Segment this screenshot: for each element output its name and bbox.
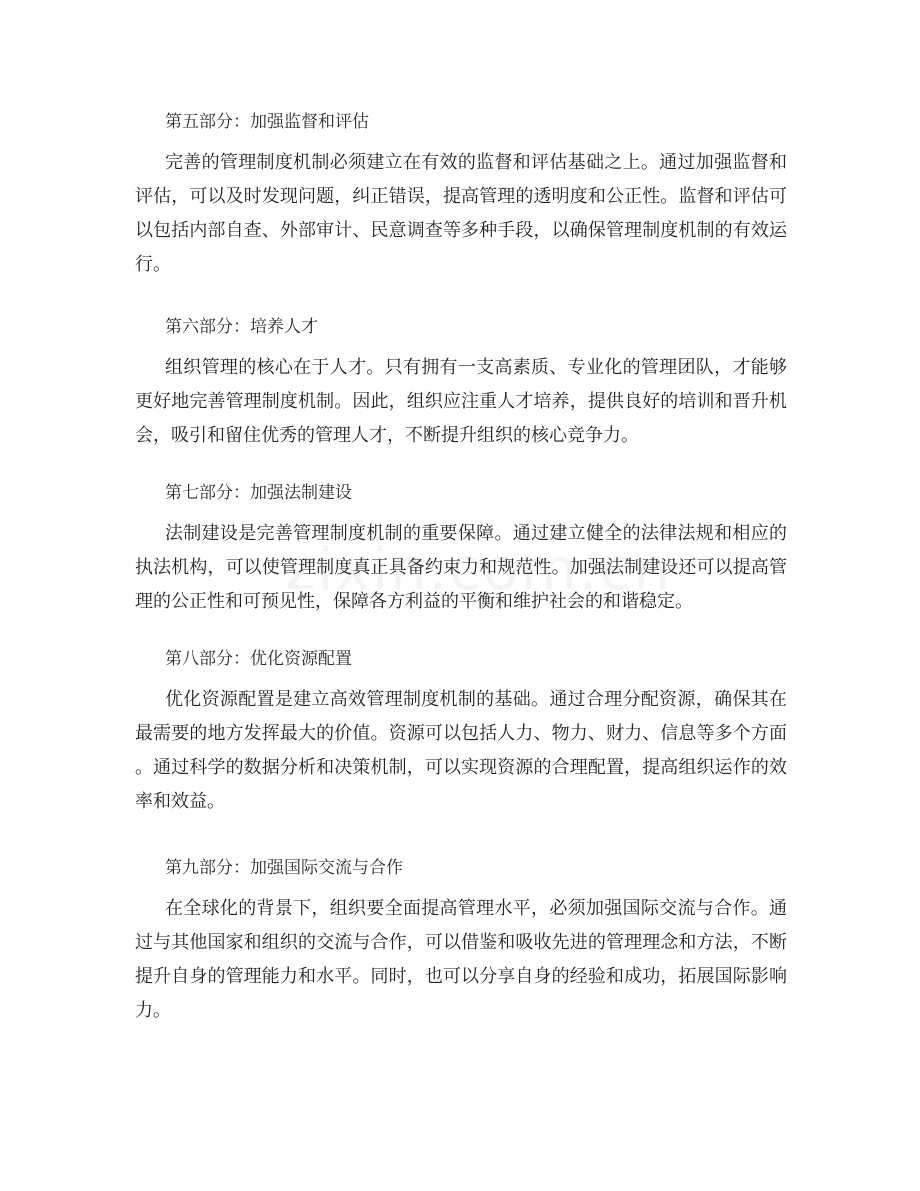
section-9 xyxy=(135,851,787,1028)
section-paragraph xyxy=(135,683,787,819)
paragraph-line: 理的公正性和可预见性，保障各方利益的平衡和维护社会的和谐稳定。 xyxy=(135,591,693,612)
section-5 xyxy=(135,105,787,282)
paragraph-line: 完善的管理制度机制必须建立在有效的监督和评估基础之上。通过加强监督和 xyxy=(165,152,787,173)
section-paragraph xyxy=(135,146,787,282)
section-8 xyxy=(135,642,787,819)
paragraph-line: 最需要的地方发挥最大的价值。资源可以包括人力、物力、财力、信息等多个方面 xyxy=(135,723,787,744)
paragraph-line: 以包括内部自查、外部审计、民意调查等多种手段，以确保管理制度机制的有效运 xyxy=(135,220,787,241)
document-page xyxy=(135,105,787,1028)
section-heading: 第八部分：优化资源配置 xyxy=(165,649,352,669)
section-6 xyxy=(135,310,787,453)
paragraph-line: 组织管理的核心在于人才。只有拥有一支高素质、专业化的管理团队，才能够 xyxy=(165,357,787,378)
paragraph-line: 更好地完善管理制度机制。因此，组织应注重人才培养，提供良好的培训和晋升机 xyxy=(135,391,787,412)
section-paragraph xyxy=(135,892,787,1028)
paragraph-line: 行。 xyxy=(135,254,171,275)
section-heading: 第七部分：加强法制建设 xyxy=(165,483,352,503)
paragraph-line: 在全球化的背景下，组织要全面提高管理水平，必须加强国际交流与合作。通 xyxy=(165,898,787,919)
paragraph-line: 提升自身的管理能力和水平。同时，也可以分享自身的经验和成功，拓展国际影响 xyxy=(135,966,787,987)
paragraph-line: 力。 xyxy=(135,1000,171,1021)
section-7 xyxy=(135,476,787,619)
paragraph-line: 。通过科学的数据分析和决策机制，可以实现资源的合理配置，提高组织运作的效 xyxy=(135,757,787,778)
paragraph-line: 执法机构，可以使管理制度真正具备约束力和规范性。加强法制建设还可以提高管 xyxy=(135,557,787,578)
paragraph-line: 法制建设是完善管理制度机制的重要保障。通过建立健全的法律法规和相应的 xyxy=(165,523,787,544)
paragraph-line: 会，吸引和留住优秀的管理人才，不断提升组织的核心竞争力。 xyxy=(135,425,639,446)
paragraph-line: 优化资源配置是建立高效管理制度机制的基础。通过合理分配资源，确保其在 xyxy=(165,689,787,710)
paragraph-line: 过与其他国家和组织的交流与合作，可以借鉴和吸收先进的管理理念和方法，不断 xyxy=(135,932,787,953)
paragraph-line: 评估，可以及时发现问题，纠正错误，提高管理的透明度和公正性。监督和评估可 xyxy=(135,186,787,207)
section-heading: 第九部分：加强国际交流与合作 xyxy=(165,858,403,878)
section-paragraph xyxy=(135,517,787,619)
section-heading: 第五部分：加强监督和评估 xyxy=(165,112,369,132)
section-paragraph xyxy=(135,351,787,453)
section-heading: 第六部分：培养人才 xyxy=(165,317,318,337)
paragraph-line: 率和效益。 xyxy=(135,791,225,812)
